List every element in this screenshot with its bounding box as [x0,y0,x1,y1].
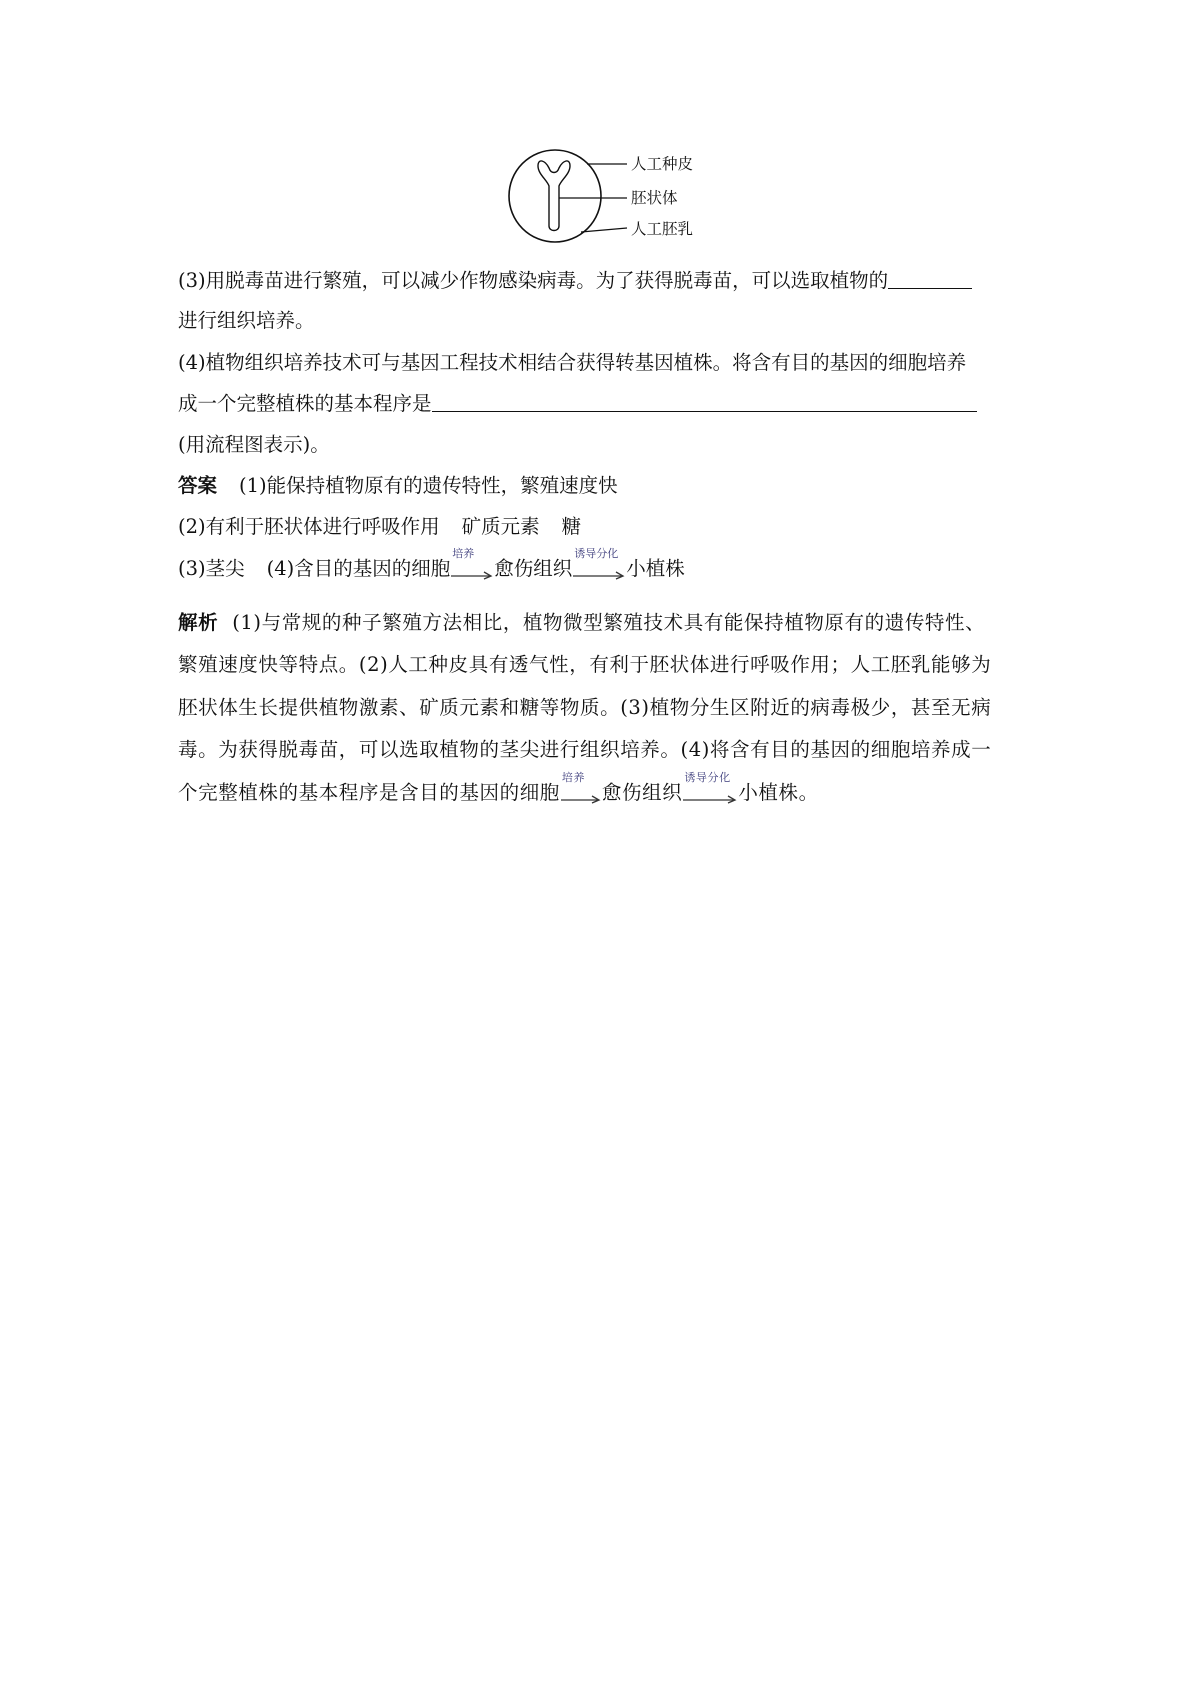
analysis-text-1: (1)与常规的种子繁殖方法相比，植物微型繁殖技术具有能保持植物原有的遗传特性、 [232,611,986,634]
analysis-text-5-end: 小植株。 [738,781,819,804]
answer-line-1 [178,473,618,499]
question-4-text: (4)植物组织培养技术可与基因工程技术相结合获得转基因植株。将含有目的基因的细胞培养 [178,351,967,374]
answer-4-mid: 愈伤组织 [494,557,573,580]
flow-arrow-culture [450,547,494,582]
answer-blank-4[interactable] [432,391,977,412]
question-4-continuation: 成一个完整植株的基本程序是 [178,392,432,415]
question-4-line-1 [178,350,966,376]
answer-4-end: 小植株 [626,557,685,580]
analysis-text-3: 胚状体生长提供植物激素、矿质元素和糖等物质。(3)植物分生区附近的病毒极少，甚至无病 [178,696,992,719]
flow-arrow-induce [572,547,626,582]
answer-2-b: 矿质元素 [461,515,540,538]
analysis-line-5 [178,771,819,806]
arrow-label-induce-2: 诱导分化 [684,771,731,784]
flow-arrow-induce-2 [682,771,738,806]
answer-line-3 [178,547,685,582]
question-3-continuation: 进行组织培养。 [178,309,315,332]
question-4-note: (用流程图表示)。 [178,433,330,456]
answer-2-main: (2)有利于胚状体进行呼吸作用 [178,515,440,538]
label-seed-coat: 人工种皮 [631,155,694,173]
analysis-line-2 [178,652,991,678]
analysis-line-4 [178,737,991,763]
answer-1: (1)能保持植物原有的遗传特性，繁殖速度快 [239,474,618,497]
arrow-label-culture-2: 培养 [561,771,586,784]
analysis-text-5-start: 个完整植株的基本程序是含目的基因的细胞 [178,781,560,804]
arrow-icon [450,570,494,580]
arrow-label-culture: 培养 [452,547,475,560]
flow-arrow-culture-2 [560,771,602,806]
arrow-icon [560,794,602,804]
question-3-line-1 [178,268,972,294]
label-embryoid: 胚状体 [631,189,678,207]
arrow-label-induce: 诱导分化 [574,547,619,560]
answer-blank-3[interactable] [888,268,972,289]
answer-label: 答案 [178,474,218,497]
answer-2-c: 糖 [561,515,582,538]
answer-3: (3)茎尖 [178,557,245,580]
answer-line-2 [178,514,581,540]
analysis-line-1 [178,610,985,636]
question-4-line-3 [178,432,330,458]
question-3-line-2 [178,308,315,334]
analysis-text-4: 毒。为获得脱毒苗，可以选取植物的茎尖进行组织培养。(4)将含有目的基因的细胞培养成一 [178,738,992,761]
answer-4-start: (4)含目的基因的细胞 [266,557,451,580]
embryoid-shape [538,161,570,231]
analysis-line-3 [178,695,991,721]
arrow-icon [682,794,738,804]
analysis-label: 解析 [178,611,219,634]
question-4-line-2 [178,391,977,417]
question-3-text: (3)用脱毒苗进行繁殖，可以减少作物感染病毒。为了获得脱毒苗，可以选取植物的 [178,269,889,292]
analysis-text-2: 繁殖速度快等特点。(2)人工种皮具有透气性，有利于胚状体进行呼吸作用；人工胚乳能够为 [178,653,992,676]
artificial-seed-figure [505,146,725,254]
analysis-text-5-mid: 愈伤组织 [601,781,683,804]
label-endosperm: 人工胚乳 [631,220,694,238]
arrow-icon [572,570,626,580]
